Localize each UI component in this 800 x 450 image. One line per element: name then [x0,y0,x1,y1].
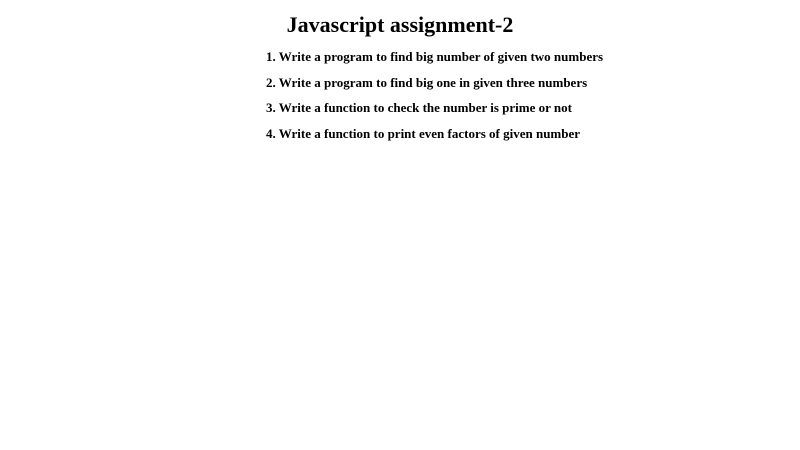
task-item: 3. Write a function to check the number is prime or not [266,100,572,115]
task-item: 1. Write a program to find big number of given two numbers [266,49,604,64]
task-item: 4. Write a function to print even factors of given number [266,125,581,141]
page-title: Javascript assignment-2 [286,12,514,37]
task-item: 2. Write a program to find big one in given three numbers [266,74,588,90]
task-list [266,48,603,150]
